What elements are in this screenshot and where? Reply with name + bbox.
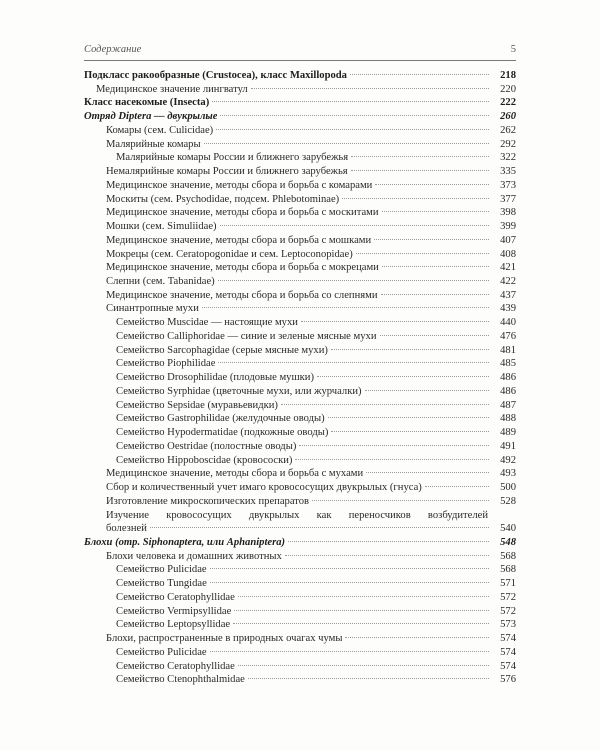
toc-entry-title: Семейство Gastrophilidae (желудочные оводы)	[116, 413, 325, 425]
toc-entry-page: 322	[500, 152, 516, 164]
toc-entry[interactable]	[84, 165, 516, 179]
toc-entry-page: 399	[500, 221, 516, 233]
toc-entry-title: Отряд Diptera — двукрылые	[84, 111, 218, 123]
dot-leader	[150, 527, 489, 528]
dot-leader	[331, 431, 489, 432]
toc-entry-page: 574	[500, 633, 516, 645]
toc-entry-page: 377	[500, 193, 516, 205]
toc-entry-title: Класс насекомые (Insecta)	[84, 97, 210, 109]
toc-entry-title: Синантропные мухи	[106, 303, 199, 315]
toc-entry-title: Семейство Syrphidae (цветочные мухи, или журчалки)	[116, 385, 362, 397]
toc-entry[interactable]	[84, 206, 516, 220]
dot-leader	[425, 486, 489, 487]
toc-entry-title: Медицинское значение, методы сбора и борьба с комарами	[106, 179, 373, 191]
dot-leader	[220, 115, 489, 116]
dot-leader	[382, 211, 489, 212]
toc-entry-page: 486	[500, 372, 516, 384]
toc-entry[interactable]	[84, 193, 516, 207]
toc-entry[interactable]	[84, 179, 516, 193]
toc-entry[interactable]	[84, 385, 516, 399]
toc-entry-page: 572	[500, 605, 516, 617]
toc-entry-title: Семейство Ceratophyllidae	[116, 660, 235, 672]
dot-leader	[380, 335, 489, 336]
toc-entry[interactable]	[84, 509, 516, 536]
dot-leader	[216, 129, 489, 130]
dot-leader	[331, 349, 489, 350]
toc-entry-title: Сбор и количественный учет имаго кровососущих двукрылых (гнуса)	[106, 482, 422, 494]
toc-entry-page: 528	[500, 495, 516, 507]
toc-entry-title: Семейство Leptopsyllidae	[116, 619, 231, 631]
toc-entry-page: 574	[500, 646, 516, 658]
toc-entry-page: 571	[500, 578, 516, 590]
toc-entry-page: 488	[500, 413, 516, 425]
toc-entry-title: Малярийные комары России и ближнего зарубежья	[116, 152, 349, 164]
toc-entry[interactable]	[84, 357, 516, 371]
toc-entry-page: 573	[500, 619, 516, 631]
toc-entry[interactable]	[84, 454, 516, 468]
dot-leader	[375, 184, 489, 185]
toc-entry[interactable]	[84, 220, 516, 234]
dot-leader	[328, 417, 489, 418]
toc-entry[interactable]	[84, 495, 516, 509]
toc-entry-title: Подкласс ракообразные (Crustocea), класс Maxillopoda	[84, 70, 347, 81]
dot-leader	[220, 225, 489, 226]
toc-entry-page: 437	[500, 289, 516, 301]
toc-entry-title: Семейство Ceratophyllidae	[116, 591, 235, 603]
toc-entry-page: 262	[500, 124, 516, 136]
toc-entry[interactable]	[84, 110, 516, 124]
toc-entry-title: Малярийные комары	[106, 138, 201, 150]
toc-entry-page: 493	[500, 468, 516, 480]
toc-entry[interactable]	[84, 646, 516, 660]
toc-entry-title: Семейство Muscidae — настоящие мухи	[116, 317, 298, 329]
toc-entry[interactable]	[84, 302, 516, 316]
dot-leader	[301, 321, 489, 322]
toc-entry[interactable]	[84, 412, 516, 426]
toc-entry-title: Семейство Tungidae	[116, 578, 207, 590]
toc-entry[interactable]	[84, 550, 516, 564]
toc-entry-title: Семейство Sarcophagidae (серые мясные мухи)	[116, 344, 328, 356]
dot-leader	[382, 266, 489, 267]
dot-leader	[233, 623, 489, 624]
dot-leader	[285, 555, 489, 556]
dot-leader	[317, 376, 489, 377]
toc-entry[interactable]	[84, 234, 516, 248]
toc-entry-title: Медицинское значение, методы сбора и борьба со слепнями	[106, 289, 378, 301]
toc-entry-title: Комары (сем. Culicidae)	[106, 124, 214, 136]
toc-entry-page: 485	[500, 358, 516, 370]
dot-leader	[212, 101, 489, 102]
toc-entry[interactable]	[84, 426, 516, 440]
toc-entry-title: Мокрецы (сем. Ceratopogonidae и сем. Leptoconopidae)	[106, 248, 353, 260]
dot-leader	[202, 307, 489, 308]
toc-entry-title: Блохи человека и домашних животных	[106, 550, 282, 562]
toc-entry-title: Семейство Vermipsyllidae	[116, 605, 232, 617]
toc-entry[interactable]	[84, 536, 516, 550]
dot-leader	[218, 362, 489, 363]
toc-entry[interactable]	[84, 632, 516, 646]
toc-entry-title: Семейство Pulicidae	[116, 564, 207, 576]
toc-entry-page: 440	[500, 317, 516, 329]
toc-entry-title: Семейство Oestridae (полостные оводы)	[116, 440, 297, 452]
toc-entry-page: 491	[500, 440, 516, 452]
toc-entry-title: Блохи (отр. Siphonaptera, или Aphaniptera)	[84, 536, 286, 548]
dot-leader	[374, 239, 489, 240]
toc-entry[interactable]	[84, 248, 516, 262]
dot-leader	[356, 253, 489, 254]
toc-entry-title: Семейство Ctenophthalmidae	[116, 674, 245, 686]
toc-entry[interactable]	[84, 69, 516, 83]
running-header	[84, 44, 516, 58]
toc-entry[interactable]	[84, 289, 516, 303]
dot-leader	[295, 459, 489, 460]
toc-entry-page: 487	[500, 399, 516, 411]
toc-entry[interactable]	[84, 591, 516, 605]
toc-entry-page: 572	[500, 591, 516, 603]
toc-entry-title: Мошки (сем. Simuliidae)	[106, 221, 217, 233]
toc-entry[interactable]	[84, 151, 516, 165]
toc-entry-title: Москиты (сем. Psychodidae, подсем. Phlebotominae)	[106, 193, 340, 205]
dot-leader	[345, 637, 489, 638]
toc-entry-page: 568	[500, 550, 516, 562]
toc-entry-title: Семейство Sepsidae (муравьевидки)	[116, 399, 278, 411]
toc-entry[interactable]	[84, 467, 516, 481]
toc-entry-page: 408	[500, 248, 516, 260]
header-rule	[84, 60, 516, 61]
dot-leader	[366, 472, 489, 473]
toc-entry[interactable]	[84, 275, 516, 289]
toc-entry-page: 576	[500, 674, 516, 686]
toc-entry-page: 407	[500, 234, 516, 246]
toc-entry-page: 335	[500, 166, 516, 178]
toc-entry[interactable]	[84, 96, 516, 110]
dot-leader	[281, 404, 489, 405]
toc-entry-page: 260	[500, 111, 516, 123]
toc-entry-title: Семейство Calliphoridae — синие и зеленые мясные мухи	[116, 330, 377, 342]
toc-entry-title: Семейство Drosophilidae (плодовые мушки)	[116, 372, 314, 384]
toc-entry-title: Медицинское значение, методы сбора и борьба с мухами	[106, 468, 364, 480]
dot-leader	[210, 568, 489, 569]
toc-entry[interactable]	[84, 399, 516, 413]
dot-leader	[234, 610, 489, 611]
toc-entry-title: Семейство Piophilidae	[116, 358, 216, 370]
toc-entry[interactable]	[84, 563, 516, 577]
toc-entry-page: 222	[500, 97, 516, 109]
dot-leader	[238, 665, 489, 666]
toc-entry[interactable]	[84, 673, 516, 687]
toc-entry-page: 548	[500, 536, 516, 548]
toc-entry-page: 568	[500, 564, 516, 576]
toc-entry-title: Изготовление микроскопических препаратов	[106, 495, 310, 507]
toc-entry-page: 421	[500, 262, 516, 274]
toc-entry-page: 492	[500, 454, 516, 466]
toc-entry[interactable]	[84, 316, 516, 330]
dot-leader	[351, 170, 489, 171]
toc-entry[interactable]	[84, 330, 516, 344]
toc-entry[interactable]	[84, 605, 516, 619]
running-header-title: Содержание	[84, 44, 142, 55]
toc-entry-title: болезней	[106, 523, 147, 535]
dot-leader	[248, 678, 489, 679]
toc-entry[interactable]	[84, 660, 516, 674]
toc-entry-title-line1: Изучение кровососущих двукрылых как переносчиков возбудителей	[106, 509, 488, 521]
dot-leader	[218, 280, 489, 281]
table-of-contents	[84, 69, 516, 687]
toc-entry[interactable]	[84, 344, 516, 358]
toc-entry-page: 292	[500, 138, 516, 150]
toc-entry-page: 439	[500, 303, 516, 315]
toc-entry-title: Блохи, распространенные в природных очагах чумы	[106, 633, 343, 645]
dot-leader	[312, 500, 489, 501]
dot-leader	[210, 651, 489, 652]
toc-entry-title: Медицинское значение, методы сбора и борьба с мошками	[106, 234, 372, 246]
toc-entry-page: 476	[500, 330, 516, 342]
toc-entry-page: 489	[500, 427, 516, 439]
toc-entry-page: 481	[500, 344, 516, 356]
dot-leader	[365, 390, 489, 391]
toc-entry-title: Семейство Pulicidae	[116, 646, 207, 658]
toc-entry-title: Семейство Hippoboscidae (кровососки)	[116, 454, 293, 466]
dot-leader	[238, 596, 489, 597]
toc-entry[interactable]	[84, 83, 516, 97]
toc-entry-title: Медицинское значение, методы сбора и борьба с мокрецами	[106, 262, 379, 274]
dot-leader	[350, 74, 489, 75]
toc-entry-page: 540	[500, 523, 516, 535]
toc-entry[interactable]	[84, 577, 516, 591]
toc-entry[interactable]	[84, 261, 516, 275]
toc-entry-page: 500	[500, 482, 516, 494]
dot-leader	[288, 541, 489, 542]
toc-entry[interactable]	[84, 440, 516, 454]
toc-entry[interactable]	[84, 371, 516, 385]
toc-entry[interactable]	[84, 138, 516, 152]
dot-leader	[251, 88, 489, 89]
toc-entry-title: Немалярийные комары России и ближнего зарубежья	[106, 166, 348, 178]
toc-entry[interactable]	[84, 124, 516, 138]
dot-leader	[204, 143, 489, 144]
toc-entry-page: 373	[500, 179, 516, 191]
toc-entry-page: 486	[500, 385, 516, 397]
toc-entry-title: Слепни (сем. Tabanidae)	[106, 276, 215, 288]
toc-entry[interactable]	[84, 618, 516, 632]
dot-leader	[351, 156, 489, 157]
toc-entry-title: Медицинское значение, методы сбора и борьба с москитами	[106, 207, 379, 219]
dot-leader	[381, 294, 489, 295]
page-number: 5	[510, 44, 516, 55]
toc-entry-page: 218	[500, 70, 516, 81]
toc-entry-page: 574	[500, 660, 516, 672]
toc-entry-page: 220	[500, 83, 516, 95]
toc-entry-page: 422	[500, 276, 516, 288]
dot-leader	[299, 445, 489, 446]
toc-entry-page: 398	[500, 207, 516, 219]
dot-leader	[342, 198, 489, 199]
dot-leader	[210, 582, 489, 583]
toc-entry-title: Медицинское значение лингватул	[96, 83, 248, 95]
toc-entry-title: Семейство Hypodermatidae (подкожные оводы)	[116, 427, 329, 439]
toc-entry[interactable]	[84, 481, 516, 495]
